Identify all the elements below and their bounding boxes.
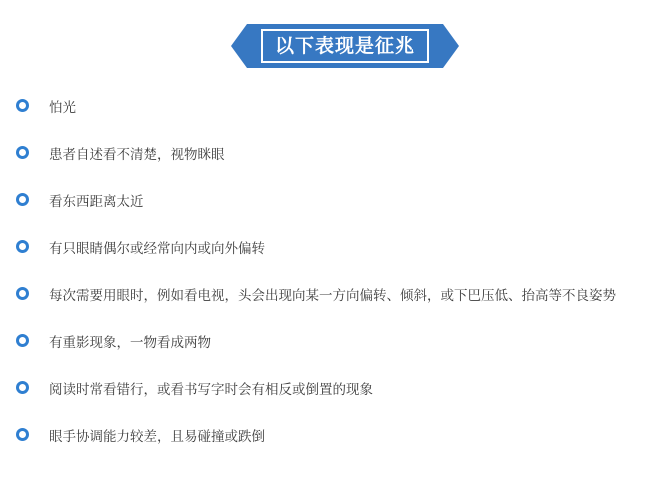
list-item-label: 眼手协调能力较差，且易碰撞或跌倒 xyxy=(49,429,265,444)
list-item-label: 怕光 xyxy=(49,100,76,115)
list-item-label: 看东西距离太近 xyxy=(49,194,144,209)
banner-left-arrow-icon xyxy=(231,24,247,68)
list-item xyxy=(16,96,646,120)
bullet-icon xyxy=(16,146,29,159)
bullet-icon xyxy=(16,287,29,300)
list-item xyxy=(16,143,646,167)
bullet-icon xyxy=(16,381,29,394)
bullet-icon xyxy=(16,334,29,347)
list-item-label: 阅读时常看错行，或看书写字时会有相反或倒置的现象 xyxy=(49,382,373,397)
banner-right-arrow-icon xyxy=(443,24,459,68)
list-item xyxy=(16,237,646,261)
list-item xyxy=(16,190,646,214)
bullet-icon xyxy=(16,428,29,441)
list-item-label: 患者自述看不清楚，视物眯眼 xyxy=(49,147,225,162)
list-item-label: 有重影现象，一物看成两物 xyxy=(49,335,211,350)
list-item-label: 每次需要用眼时，例如看电视，头会出现向某一方向偏转、倾斜，或下巴压低、抬高等不良姿势 xyxy=(49,288,616,303)
page-title: 以下表现是征兆 xyxy=(275,35,416,57)
list-item xyxy=(16,331,646,355)
bullet-icon xyxy=(16,99,29,112)
list-item xyxy=(16,378,646,402)
bullet-icon xyxy=(16,193,29,206)
list-item xyxy=(16,425,646,449)
symptom-list xyxy=(0,96,670,472)
list-item-label: 有只眼睛偶尔或经常向内或向外偏转 xyxy=(49,241,265,256)
bullet-icon xyxy=(16,240,29,253)
banner-inner-frame xyxy=(261,29,429,63)
banner-box xyxy=(247,24,443,68)
section-banner xyxy=(231,24,459,68)
list-item xyxy=(16,284,646,308)
